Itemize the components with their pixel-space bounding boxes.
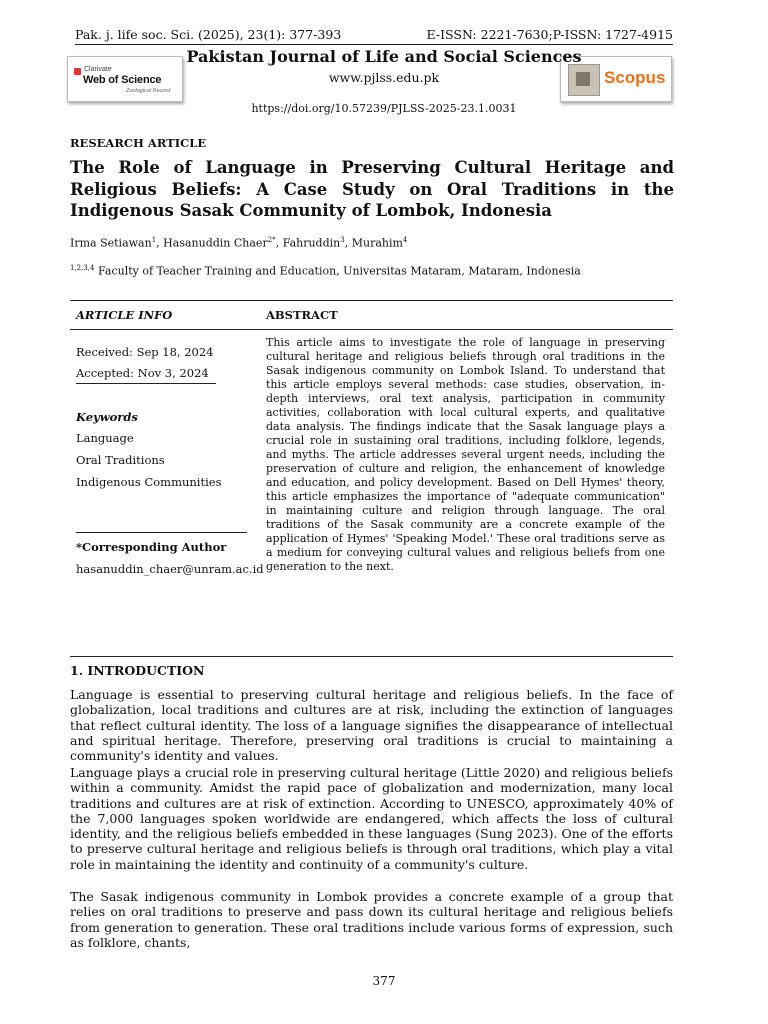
intro-paragraph: The Sasak indigenous community in Lombok provides a concrete example of a group that relies on oral traditions to preserve and pass down its cultural heritage and religious beliefs from generation to generation. These oral traditions include various forms of expression, such as folklore, chants, <box>70 889 673 950</box>
author-sup: 3 <box>340 236 345 244</box>
introduction-heading: 1. INTRODUCTION <box>70 663 205 678</box>
affiliation <box>70 264 581 278</box>
page-number: 377 <box>372 974 396 988</box>
journal-url[interactable]: www.pjlss.edu.pk <box>328 70 440 85</box>
keyword-item: Oral Traditions <box>76 453 165 467</box>
corresponding-divider <box>76 532 247 533</box>
table-bottom-rule <box>70 656 673 657</box>
author-sup: 4 <box>402 236 408 244</box>
corresponding-heading: *Corresponding Author <box>76 540 227 554</box>
wos-line3: Zoological Record <box>126 88 171 94</box>
affiliation-sup: 1,2,3,4 <box>70 264 95 272</box>
table-top-rule <box>70 300 673 301</box>
info-divider <box>76 383 216 384</box>
intro-paragraph: Language plays a crucial role in preserving cultural heritage (Little 2020) and religious beliefs within a community. Amidst the rapid pace of globalization and modernization, many local traditions and cultures are at risk of extinction. According to UNESCO, approximately 40% of the 7,000 languages spoken worldwide are endangered, which affects the loss of cultural identity, and the religious beliefs embedded in these languages (Sung 2023). One of the efforts to preserve cultural heritage and religious beliefs is through oral traditions, which play a vital role in maintaining the identity and continuity of a community's culture. <box>70 765 673 872</box>
issn: E-ISSN: 2221-7630;P-ISSN: 1727-4915 <box>426 27 673 42</box>
keyword-item: Indigenous Communities <box>76 475 222 489</box>
author-name: Murahim <box>351 236 403 250</box>
journal-name: Pakistan Journal of Life and Social Sciences <box>186 47 582 66</box>
author-name: Irma Setiawan <box>70 236 152 250</box>
intro-paragraph: Language is essential to preserving cultural heritage and religious beliefs. In the face of globalization, local traditions and cultures are at risk, including the extinction of languages that reflect cultural identity. The loss of a language signifies the disappearance of intellectual and spiritual heritage. Therefore, preserving oral traditions is crucial to maintaining a community's identity and values. <box>70 687 673 764</box>
wos-line1: Clarivate <box>84 66 112 73</box>
received-date: Received: Sep 18, 2024 <box>76 345 214 359</box>
author-name: Fahruddin <box>282 236 341 250</box>
affiliation-text: Faculty of Teacher Training and Education, Universitas Mataram, Mataram, Indonesia <box>98 264 581 278</box>
keywords-heading: Keywords <box>76 410 138 424</box>
abstract-heading: ABSTRACT <box>266 308 338 322</box>
author-sup: 1 <box>151 236 157 244</box>
scopus-text: Scopus <box>604 68 666 87</box>
running-head <box>75 27 673 45</box>
abstract-text: This article aims to investigate the role of language in preserving cultural heritage and religious beliefs through oral traditions in the Sasak indigenous community on Lombok Island. To understand that this article employs several methods: case studies, observation, in-depth interviews, oral text analysis, participation in community activities, collaboration with local cultural experts, and qualitative data analysis. The findings indicate that the Sasak language plays a crucial role in sustaining oral traditions, including folklore, legends, and myths. The article addresses several urgent needs, including the preservation of culture and religion, the enhancement of knowledge and education, and policy development. Based on Dell Hymes' theory, this article emphasizes the importance of "adequate communication" in maintaining culture and religion through language. The oral traditions of the Sasak community are a concrete example of the application of Hymes' 'Speaking Model.' These oral traditions serve as a medium for conveying cultural values and religious beliefs from one generation to the next. <box>266 336 665 573</box>
journal-citation: Pak. j. life soc. Sci. (2025), 23(1): 377-393 <box>75 27 342 42</box>
doi-link[interactable]: https://doi.org/10.57239/PJLSS-2025-23.1.0031 <box>251 102 517 115</box>
table-header-rule <box>70 329 673 330</box>
article-title: The Role of Language in Preserving Cultural Heritage and Religious Beliefs: A Case Study on Oral Traditions in the Indigenous Sasak Community of Lombok, Indonesia <box>70 158 674 220</box>
keyword-item: Language <box>76 431 134 445</box>
wos-line2: Web of Science <box>83 74 162 86</box>
article-type: RESEARCH ARTICLE <box>70 136 207 150</box>
author-name: Hasanuddin Chaer <box>163 236 268 250</box>
article-info-heading: ARTICLE INFO <box>76 308 173 322</box>
author-list: Irma Setiawan$^1$, Hasanuddin Chaer$^{2*}$, Fahruddin$^3$, Murahim$^4$ <box>70 236 408 250</box>
corresponding-email[interactable]: hasanuddin_chaer@unram.ac.id <box>76 562 264 576</box>
accepted-date: Accepted: Nov 3, 2024 <box>76 366 209 380</box>
author-sup: 2* <box>267 236 276 244</box>
